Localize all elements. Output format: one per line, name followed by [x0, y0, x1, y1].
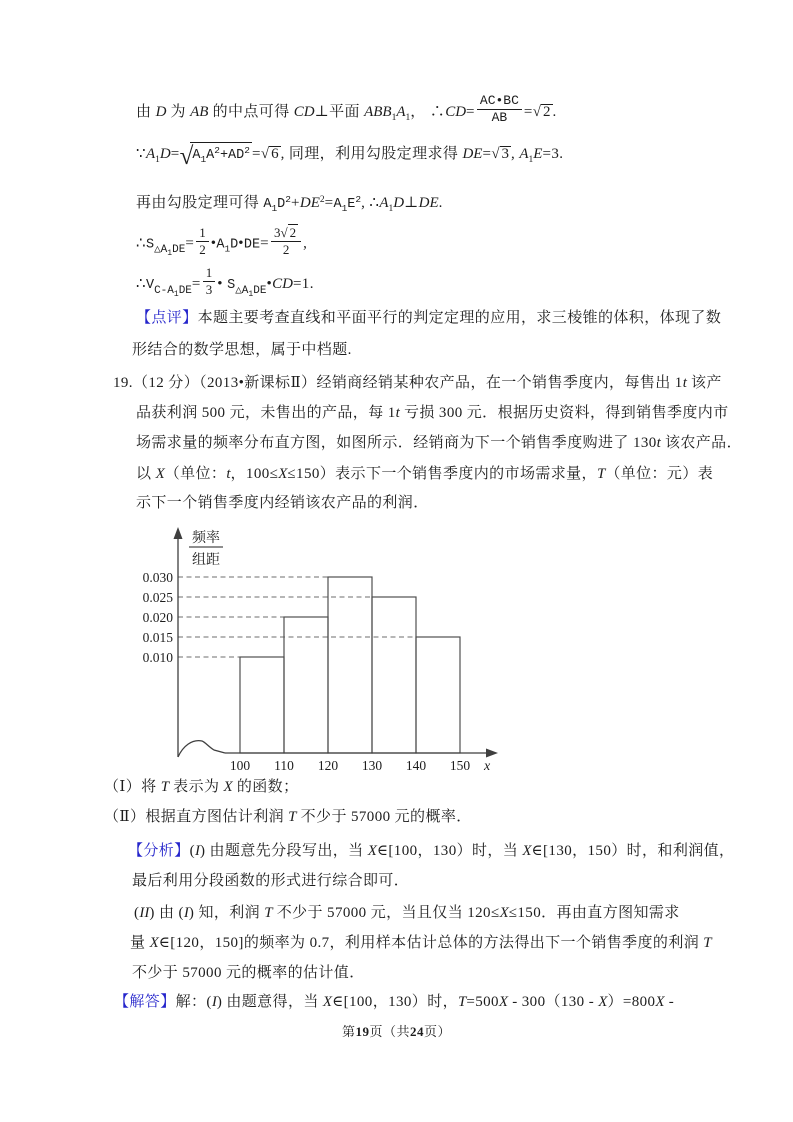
text-run: (: [134, 905, 140, 921]
math-var: X: [522, 843, 532, 859]
math-var: E: [347, 197, 356, 212]
solution-line-5: [136, 265, 314, 305]
math-var: X: [322, 994, 333, 1010]
subscript: C-A: [154, 284, 174, 297]
math-var: A: [145, 146, 156, 162]
text-run: - 300（130 -: [508, 994, 599, 1010]
math-var: V: [145, 277, 155, 293]
histogram-bar-100-110: [240, 657, 284, 753]
math-var: DE: [462, 146, 483, 162]
y-tick-label: 0.025: [142, 590, 173, 605]
dot-operator: •: [217, 275, 228, 292]
text-run: （单位：元）表: [605, 466, 714, 482]
part-2-line: [104, 807, 472, 827]
x-axis-label: x: [484, 759, 491, 774]
fraction-numerator: 1: [196, 225, 209, 242]
math-var: T: [160, 779, 170, 795]
text-run: 本题主要考查直线和平面平行的判定定理的应用，求三棱锥的体积，体现了数: [197, 310, 722, 326]
answer-tag: 【解答】: [114, 994, 176, 1010]
equals-sign: =: [324, 195, 334, 211]
fraction: [203, 265, 216, 298]
analysis-part2-line-2: [130, 933, 712, 953]
text-run: 的中点可得: [208, 103, 294, 120]
perpendicular-sign: ⊥: [404, 195, 419, 211]
subscript: DE: [172, 244, 186, 257]
radical-sign: √: [260, 146, 270, 162]
fraction: [271, 224, 301, 258]
superscript: 2: [214, 145, 220, 156]
analysis-line-1: [128, 841, 734, 861]
text-run: 3: [274, 225, 281, 240]
text-run: 表示为: [169, 779, 224, 795]
solution-line-4: [136, 224, 308, 264]
total-pages: 24: [410, 1024, 424, 1039]
text-run: 该产: [686, 375, 722, 391]
text-run: ) 由题意先分段写出，当: [200, 843, 368, 859]
subscript-group: [154, 244, 186, 259]
text-run: 该农产品．: [660, 435, 742, 451]
math-var: CD: [272, 275, 293, 292]
text-run: ) 由题意得，当: [216, 994, 323, 1010]
fraction-denominator: AB: [491, 110, 508, 125]
radical-sign: √: [532, 103, 542, 120]
histogram-bar-140-150: [416, 637, 460, 753]
math-var: I: [195, 843, 201, 859]
math-var: X: [367, 843, 377, 859]
equals-sign: =: [251, 146, 261, 162]
y-axis-arrow-icon: [174, 527, 183, 539]
equals-sign: =: [523, 103, 533, 120]
subscript-group: [235, 285, 266, 297]
analysis-line-2: [132, 871, 409, 891]
text-run: -: [664, 994, 675, 1010]
dot-operator: •: [266, 275, 273, 292]
solution-line-2: [136, 142, 563, 170]
x-tick-label: 140: [405, 758, 427, 773]
histogram-bar-120-130: [328, 577, 372, 753]
therefore-sign: ∴: [136, 235, 146, 252]
text-run: 以: [136, 466, 156, 482]
superscript: 2: [355, 194, 362, 205]
text-run: ) 由 (: [149, 905, 184, 921]
math-var: X: [155, 466, 165, 482]
superscript: 2: [244, 145, 250, 156]
text-run: 再由勾股定理可得: [136, 195, 264, 211]
analysis-part2-line-3: [132, 963, 365, 983]
text-run: .: [438, 195, 443, 211]
equals-sign: =: [185, 235, 195, 252]
text-run: ∈[130，150）时，和利润值，: [531, 843, 735, 859]
x-tick-label: 110: [274, 758, 294, 773]
radical-sign: √: [280, 225, 288, 240]
text-run: 页）: [424, 1024, 452, 1039]
math-var: X: [223, 779, 233, 795]
text-run: （Ⅰ）将: [104, 779, 161, 795]
subscript: △A: [154, 244, 168, 257]
radicand: 6: [271, 146, 279, 162]
math-var: D: [277, 197, 286, 212]
y-axis-label-numerator: 频率: [192, 531, 220, 546]
equals-sign: =: [191, 275, 201, 292]
fraction-denominator: 2: [199, 241, 206, 257]
fraction: [196, 225, 209, 258]
math-var: X: [278, 466, 288, 482]
y-tick-label: 0.010: [142, 650, 173, 665]
text-run: 示下一个销售季度内经销该农产品的利润．: [136, 495, 429, 511]
text-run: 为: [166, 103, 191, 120]
fraction-numerator: [271, 224, 301, 242]
text-run: ,: [511, 146, 520, 162]
x-tick-label: 150: [449, 758, 471, 773]
x-tick-label: 120: [317, 758, 339, 773]
math-var: X: [498, 994, 509, 1010]
part-1-line: [104, 777, 298, 797]
text-run: 第: [341, 1024, 356, 1039]
nested-subscript: 1: [167, 249, 173, 259]
text-run: =3.: [542, 146, 564, 162]
equals-sign: =: [466, 103, 475, 120]
comment-tag: 【点评】: [136, 310, 198, 326]
dot-operator: •: [238, 235, 244, 252]
math-var: II: [139, 905, 150, 921]
subscript: 1: [200, 154, 207, 165]
text-run: 形结合的数学思想，属于中档题.: [132, 342, 352, 358]
therefore-sign: ∴: [136, 275, 146, 292]
text-run: 的函数；: [232, 779, 299, 795]
text-run: 亏损 300 元．根据历史资料，得到销售季度内市: [399, 405, 729, 421]
math-var: I: [211, 994, 217, 1010]
page-number: 19: [355, 1024, 370, 1039]
text-run: , 同理，利用勾股定理求得: [280, 146, 463, 162]
text-run: =500: [466, 994, 499, 1010]
text-run: ≤150）表示下一个销售季度内的市场需求量，: [287, 466, 597, 482]
math-var: A: [216, 237, 225, 253]
radicand: 3: [501, 146, 510, 162]
y-tick-label: 0.020: [142, 610, 173, 625]
subscript: 1: [528, 155, 534, 165]
math-var: t: [226, 466, 231, 482]
text-run: ,: [303, 235, 308, 252]
text-run: .: [552, 103, 557, 120]
math-var: D: [393, 195, 405, 211]
text-run: （Ⅱ）根据直方图估计利润: [104, 809, 289, 825]
text-run: 页（共: [369, 1024, 410, 1039]
y-tick-label: 0.030: [142, 570, 173, 585]
fraction: [477, 93, 522, 126]
question-number: 19.: [113, 375, 133, 391]
text-run: ∈[100，130）时，当: [376, 843, 523, 859]
math-var: CD: [293, 103, 315, 120]
analysis-part2-line-1: [134, 903, 680, 923]
question-19-line-3: [136, 433, 742, 453]
text-run: （12 分）（2013•新课标Ⅱ）经销商经销某种农产品，在一个销售季度内，每售出 1: [132, 375, 683, 391]
fraction-denominator: 2: [282, 242, 290, 257]
axis-break-squiggle: [178, 741, 225, 757]
math-var: ABB: [364, 103, 392, 120]
solution-line-1: [136, 93, 557, 129]
nested-subscript: 1: [173, 289, 179, 299]
text-run: =1.: [292, 275, 314, 292]
text-run: 不少于 57000 元的概率．: [296, 809, 472, 825]
math-var: t: [656, 435, 661, 451]
subscript: 1: [155, 155, 160, 165]
subscript: 1: [341, 203, 348, 214]
math-var: X: [149, 935, 159, 951]
subscript: 1: [271, 203, 278, 214]
math-var: t: [395, 405, 400, 421]
radicand: 2: [289, 225, 297, 240]
plus-sign: +: [290, 195, 300, 211]
text-run: ≤150．再由直方图知需求: [508, 905, 680, 921]
comment-line-2: [132, 340, 352, 360]
x-tick-label: 130: [361, 758, 383, 773]
math-var: E: [533, 146, 543, 162]
text-run: ∈[120，150]的频率为 0.7，利用样本估计总体的方法得出下一个销售季度的利润: [158, 935, 704, 951]
text-run: 不少于 57000 元的概率的估计值．: [132, 965, 365, 981]
text-run: 由: [136, 103, 156, 120]
text-run: ⊥平面: [314, 103, 365, 120]
subscript: 1: [405, 112, 411, 123]
fraction-denominator: 3: [205, 282, 213, 297]
math-var: T: [703, 935, 712, 951]
subscript: DE: [253, 284, 267, 297]
subscript-group: [154, 285, 192, 297]
text-run: 品获利润 500 元，未售出的产品，每 1: [136, 405, 396, 421]
math-var: X: [598, 994, 608, 1010]
math-var: X: [499, 905, 509, 921]
math-var: +AD: [219, 148, 245, 163]
math-var: A: [206, 148, 215, 163]
math-var: DE: [418, 195, 439, 211]
dot-operator: •: [210, 235, 217, 252]
math-var: AB: [190, 103, 209, 120]
math-var: S: [145, 237, 155, 253]
math-var: A: [519, 146, 529, 162]
text-run: ，100≤: [230, 466, 279, 482]
subscript: DE: [178, 284, 192, 297]
y-axis-label-denominator: 组距: [192, 553, 220, 568]
page-footer: [0, 1022, 793, 1042]
math-var: X: [655, 994, 665, 1010]
math-var: DE: [299, 195, 320, 211]
text-run: ）=800: [607, 994, 656, 1010]
subscript: 1: [391, 112, 397, 123]
comment-line-1: [136, 308, 721, 328]
question-19-line-5: [136, 493, 429, 513]
question-19-line-4: [136, 464, 713, 484]
math-var: DE: [243, 237, 261, 253]
superscript: 2: [285, 194, 291, 205]
subscript: △A: [235, 284, 249, 297]
math-var: t: [682, 375, 687, 391]
analysis-tag: 【分析】: [128, 843, 190, 859]
text-run: ， ∴: [410, 103, 446, 120]
equals-sign: =: [260, 235, 269, 252]
math-var: D: [155, 103, 167, 120]
text-run: , ∴: [361, 195, 380, 211]
math-var: S: [227, 277, 236, 293]
superscript: 2: [319, 195, 325, 205]
question-19-line-1: [113, 373, 722, 393]
subscript: 1: [388, 204, 394, 214]
math-var: CD: [445, 103, 467, 120]
text-run: (: [189, 843, 196, 859]
radicand: 2: [543, 103, 551, 120]
math-var: A: [396, 103, 406, 120]
subscript: 1: [224, 243, 231, 255]
text-run: 量: [130, 935, 150, 951]
radical-sign: √: [491, 146, 500, 162]
math-var: A: [263, 197, 272, 212]
y-tick-label: 0.015: [142, 630, 173, 645]
math-var: D: [230, 237, 239, 253]
nested-subscript: 1: [248, 289, 254, 299]
equals-sign: =: [482, 146, 492, 162]
text-run: 不少于 57000 元，当且仅当 120≤: [272, 905, 500, 921]
math-var: T: [264, 905, 273, 921]
equals-sign: =: [170, 146, 180, 162]
text-run: 最后利用分段函数的形式进行综合即可．: [132, 873, 410, 889]
question-19-line-2: [136, 403, 729, 423]
radical-sign: √: [179, 142, 194, 170]
x-tick-label: 100: [229, 758, 251, 773]
because-sign: ∵: [136, 146, 146, 162]
math-var: D: [159, 146, 171, 162]
histogram: [140, 524, 560, 780]
solution-line-3: [136, 190, 443, 219]
fraction-numerator: AC•BC: [477, 93, 522, 110]
text-run: （单位：: [164, 466, 227, 482]
math-var: T: [596, 466, 606, 482]
math-var: A: [333, 197, 342, 212]
text-run: 解：(: [175, 994, 212, 1010]
math-var: A: [379, 195, 389, 211]
histogram-bar-130-140: [372, 597, 416, 753]
text-run: ) 知，利润: [188, 905, 265, 921]
x-axis-arrow-icon: [486, 749, 498, 758]
radicand: [190, 142, 252, 167]
math-var: I: [183, 905, 189, 921]
math-var: A: [192, 148, 201, 163]
text-run: ∈[100，130）时，: [332, 994, 458, 1010]
text-run: 场需求量的频率分布直方图，如图所示．经销商为下一个销售季度购进了 130: [136, 435, 657, 451]
answer-line-1: [114, 992, 674, 1012]
fraction-numerator: 1: [203, 265, 216, 282]
math-var: T: [288, 809, 297, 825]
math-var: T: [458, 994, 467, 1010]
